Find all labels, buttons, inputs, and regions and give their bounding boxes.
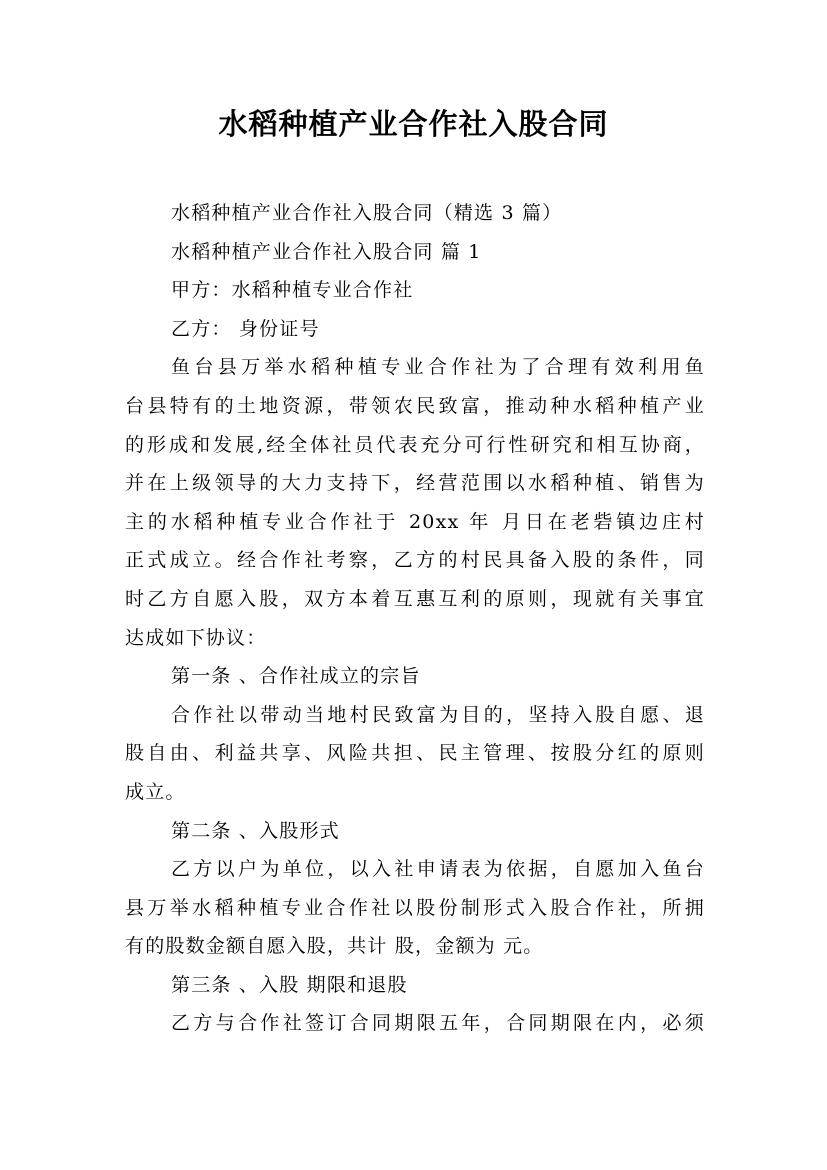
- document-title: 水稻种植产业合作社入股合同: [218, 107, 609, 141]
- text-line: 合作社以带动当地村民致富为目的，坚持入股自愿、退: [171, 703, 705, 726]
- text-line: 股自由、利益共享、风险共担、民主管理、按股分红的原则: [125, 742, 705, 765]
- text-line: 成立。: [125, 780, 186, 803]
- text-line: 甲方：水稻种植专业合作社: [171, 279, 414, 302]
- text-line: 正式成立。经合作社考察，乙方的村民具备入股的条件，同: [125, 549, 705, 572]
- text-line: 第一条 、合作社成立的宗旨: [171, 665, 421, 688]
- text-line: 水稻种植产业合作社入股合同（精选 3 篇）: [171, 202, 563, 224]
- text-line: 乙方与合作社签订合同期限五年，合同期限在内，必须: [171, 1012, 705, 1035]
- text-line: 乙方以户为单位，以入社申请表为依据，自愿加入鱼台: [171, 858, 705, 881]
- text-line: 并在上级领导的大力支持下，经营范围以水稻种植、销售为: [125, 472, 705, 495]
- text-line: 达成如下协议：: [125, 626, 267, 649]
- text-line: 时乙方自愿入股，双方本着互惠互利的原则，现就有关事宜: [125, 587, 705, 610]
- document-body: [125, 194, 705, 1043]
- text-line: 乙方： 身份证号: [171, 317, 320, 340]
- text-line: 水稻种植产业合作社入股合同 篇 1: [171, 240, 482, 263]
- text-line: 有的股数金额自愿入股，共计 股，金额为 元。: [125, 935, 544, 958]
- text-line: 鱼台县万举水稻种植专业合作社为了合理有效利用鱼: [171, 356, 705, 379]
- text-line: 第二条 、入股形式: [171, 819, 340, 842]
- text-line: 的形成和发展,经全体社员代表充分可行性研究和相互协商，: [125, 433, 705, 456]
- text-line: 主的水稻种植专业合作社于 20xx 年 月日在老砦镇边庄村: [125, 510, 705, 533]
- text-line: 县万举水稻种植专业合作社以股份制形式入股合作社，所拥: [125, 896, 705, 919]
- text-line: 第三条 、入股 期限和退股: [171, 973, 408, 996]
- text-line: 台县特有的土地资源，带领农民致富，推动种水稻种植产业: [125, 394, 705, 417]
